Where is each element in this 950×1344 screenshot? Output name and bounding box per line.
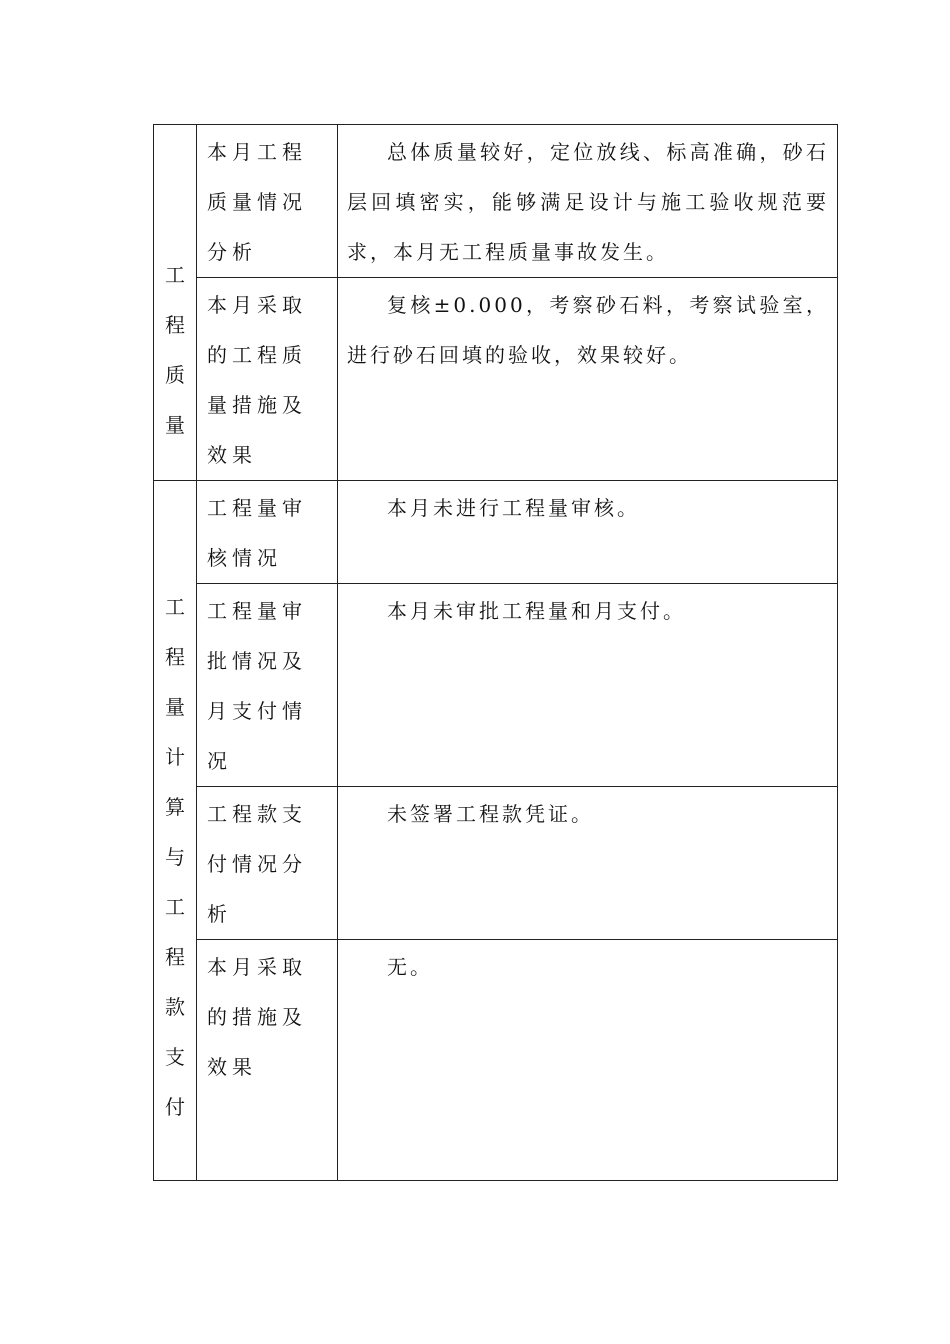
- item-cell: [197, 940, 338, 1181]
- item-label: 工程量审批情况及月支付情况: [207, 599, 307, 773]
- content-cell: [338, 787, 838, 940]
- table-row: [154, 584, 838, 787]
- content-cell: [338, 584, 838, 787]
- table-row: [154, 481, 838, 584]
- section-title-char: 量: [165, 413, 185, 437]
- section-title-char: 款: [165, 994, 185, 1019]
- section-title-char: 工: [165, 263, 185, 287]
- item-cell: [197, 481, 338, 584]
- section-title-char: 计: [165, 744, 185, 769]
- section-title-quality: [154, 125, 197, 481]
- content-cell: [338, 481, 838, 584]
- item-label: 工程量审核情况: [207, 496, 307, 570]
- monthly-report-table: [153, 124, 838, 1181]
- item-cell: [197, 787, 338, 940]
- section-title-char: 工: [165, 894, 185, 919]
- section-title-char: 工: [165, 594, 185, 619]
- table-row: [154, 787, 838, 940]
- section-title-char: 质: [165, 363, 185, 387]
- item-cell: [197, 278, 338, 481]
- section-title-char: 与: [165, 844, 185, 869]
- content-text: 未签署工程款凭证。: [387, 802, 594, 826]
- content-cell: [338, 940, 838, 1181]
- item-label: 本月采取的措施及效果: [207, 955, 307, 1079]
- section-title-char: 支: [165, 1044, 185, 1069]
- item-label: 工程款支付情况分析: [207, 802, 307, 926]
- item-label: 本月工程质量情况分析: [207, 140, 307, 264]
- section-title-char: 量: [165, 694, 185, 719]
- content-cell: [338, 125, 838, 278]
- content-text: 总体质量较好，定位放线、标高准确，砂石层回填密实，能够满足设计与施工验收规范要求，本月无工程质量事故发生。: [347, 140, 829, 264]
- content-cell: [338, 278, 838, 481]
- content-text: 复核±0.000，考察砂石料，考察试验室，进行砂石回填的验收，效果较好。: [347, 293, 829, 367]
- section-title-char: 程: [165, 944, 185, 969]
- table-row: [154, 278, 838, 481]
- section-title-quantity-payment: [154, 481, 197, 1181]
- content-text: 本月未审批工程量和月支付。: [387, 599, 686, 623]
- content-text: 本月未进行工程量审核。: [387, 496, 640, 520]
- content-text: 无。: [387, 955, 433, 979]
- table-row: [154, 940, 838, 1181]
- item-cell: [197, 584, 338, 787]
- table-row: [154, 125, 838, 278]
- section-title-char: 算: [165, 794, 185, 819]
- section-title-char: 程: [165, 313, 185, 337]
- item-label: 本月采取的工程质量措施及效果: [207, 293, 307, 467]
- item-cell: [197, 125, 338, 278]
- section-title-char: 程: [165, 644, 185, 669]
- section-title-char: 付: [165, 1094, 185, 1119]
